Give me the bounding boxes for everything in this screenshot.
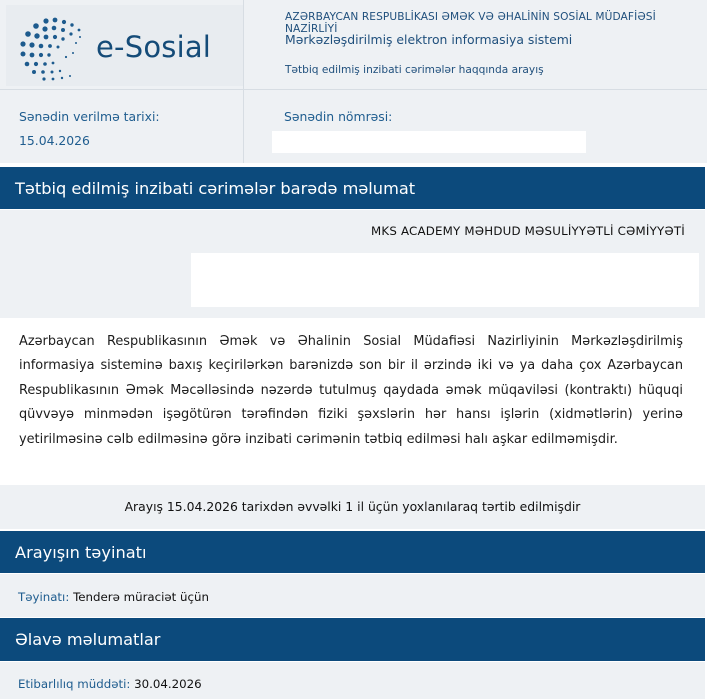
logo-text: e-Sosial [96, 30, 212, 64]
logo-area [6, 5, 243, 86]
document-title: Tətbiq edilmiş inzibati cərimələr haqqında arayış [285, 64, 544, 76]
validity-note: Arayış 15.04.2026 tarixdən əvvəlki 1 il üçün yoxlanılaraq tərtib edilmişdir [124, 499, 581, 514]
section-title-purpose: Arayışın təyinatı [15, 543, 147, 562]
e-sosial-logo-icon [18, 15, 88, 83]
section-title-extra: Əlavə məlumatlar [15, 630, 161, 649]
purpose-label: Təyinatı: [18, 590, 70, 604]
statement-paragraph: Azərbaycan Respublikasının Əmək və Əhalinin Sosial Müdafiəsi Nazirliyinin Mərkəzləşdirilmiş informasiya sisteminə baxış keçirilərkən barənizdə son bir il ərzində iki və ya daha çox Azərbaycan Respublikasının Əmək Məcəlləsində nəzərdə tutulmuş qaydada əmək müqaviləsi (kontraktı) hüquqi qüvvəyə minmədən işəgötürən tərəfindən fiziki şəxslərin hər hansı işlərin (xidmətlərin) yerinə yetirilməsinə cəlb edilməsinə görə inzibati cərimənin tətbiq edilməsi halı aşkar edilməmişdir. [19, 334, 683, 447]
header-divider-horizontal [0, 89, 707, 90]
document-number-redacted [272, 131, 586, 153]
header-divider-vertical [243, 0, 244, 163]
system-name: Mərkəzləşdirilmiş elektron informasiya sistemi [285, 32, 573, 47]
company-name: MKS ACADEMY MƏHDUD MƏSULİYYƏTLİ CƏMİYYƏTİ [371, 224, 685, 238]
validity-value: 30.04.2026 [134, 677, 202, 691]
purpose-value: Tenderə müraciət üçün [73, 590, 209, 604]
issue-date-label: Sənədin verilmə tarixi: [19, 109, 160, 124]
validity-label: Etibarlılıq müddəti: [18, 677, 131, 691]
section-header-fines [0, 167, 705, 209]
section-header-purpose [0, 531, 705, 573]
company-details-redacted [191, 253, 699, 307]
section-title-fines: Tətbiq edilmiş inzibati cərimələr barədə məlumat [15, 179, 416, 198]
section-header-extra [0, 618, 705, 661]
document-number-label: Sənədin nömrəsi: [284, 109, 393, 124]
organization-name: AZƏRBAYCAN RESPUBLİKASI ƏMƏK VƏ ƏHALİNİN SOSİAL MÜDAFİƏSİ NAZİRLİYİ [285, 11, 656, 35]
validity-row [18, 677, 202, 691]
purpose-row [18, 590, 209, 604]
issue-date-value: 15.04.2026 [19, 133, 90, 148]
